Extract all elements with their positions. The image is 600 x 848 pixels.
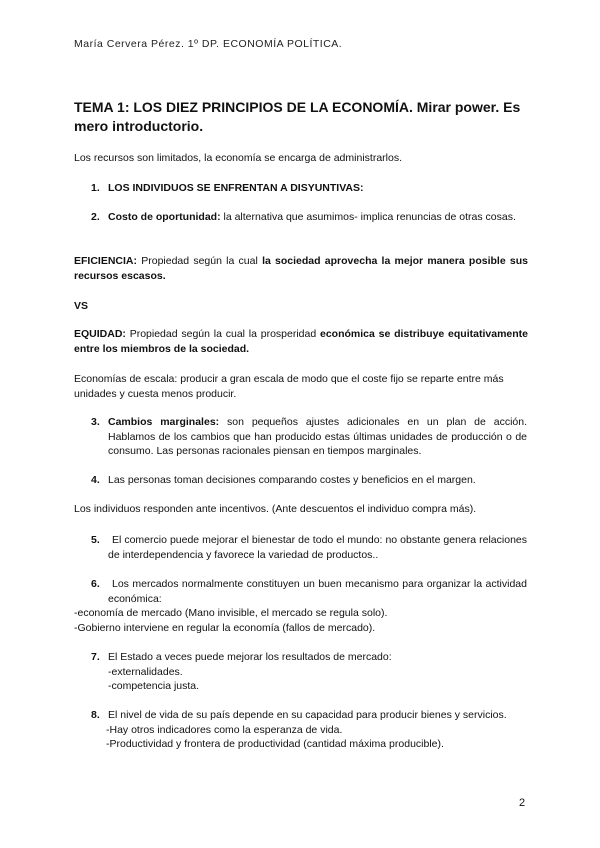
principle-number: 5.: [91, 534, 100, 546]
principle-7: [91, 650, 527, 694]
incentivos-paragraph: Los individuos responden ante incentivos. (Ante descuentos el individuo compra más).: [74, 503, 477, 515]
principle-subitem: -Productividad y frontera de productividad (cantidad máxima producible).: [106, 738, 444, 750]
principle-text: El comercio puede mejorar el bienestar de todo el mundo: no obstante genera relaciones de interdependencia y favorece la variedad de productos..: [108, 534, 527, 561]
principle-number: 8.: [91, 709, 100, 721]
eficiencia-paragraph: [74, 254, 528, 283]
intro-paragraph: Los recursos son limitados, la economía se encarga de administrarlos.: [74, 152, 402, 164]
principle-number: 1.: [91, 182, 100, 194]
equidad-label: EQUIDAD:: [74, 328, 126, 340]
principle-4: [91, 473, 527, 488]
eficiencia-label: EFICIENCIA:: [74, 255, 137, 267]
principle-number: 6.: [91, 578, 100, 590]
principle-1: [91, 181, 527, 196]
principle-text: Los mercados normalmente constituyen un buen mecanismo para organizar la actividad económica:: [108, 578, 527, 605]
principle-5: [91, 533, 527, 562]
page-title: TEMA 1: LOS DIEZ PRINCIPIOS DE LA ECONOMÍA. Mirar power. Es mero introductorio.: [74, 99, 521, 134]
principle-text: la alternativa que asumimos- implica renuncias de otras cosas.: [220, 211, 516, 223]
principle-3: [91, 415, 527, 459]
mercado-list: [74, 606, 387, 635]
principle-6: [91, 577, 527, 606]
principle-number: 3.: [91, 416, 100, 428]
principle-number: 2.: [91, 211, 100, 223]
principle-8: [91, 708, 527, 752]
vs-label: VS: [74, 300, 89, 312]
equidad-paragraph: [74, 327, 528, 356]
principle-subitem: -Hay otros indicadores como la esperanza de vida.: [106, 723, 343, 736]
escala-paragraph: Economías de escala: producir a gran escala de modo que el coste fijo se reparte entre más unidades y cuesta menos producir.: [74, 373, 504, 400]
equidad-bold: económica se distribuye equitativamente entre los miembros de la sociedad.: [74, 328, 528, 355]
page-number: 2: [519, 797, 526, 809]
principle-text: El nivel de vida de su país depende en su capacidad para producir bienes y servicios.: [108, 709, 507, 721]
principle-heading: LOS INDIVIDUOS SE ENFRENTAN A DISYUNTIVAS:: [108, 182, 364, 194]
principle-number: 7.: [91, 651, 100, 663]
principle-subitem: -competencia justa.: [108, 680, 200, 692]
principle-text: Las personas toman decisiones comparando costes y beneficios en el margen.: [108, 474, 476, 486]
principle-heading: Cambios marginales:: [108, 416, 220, 428]
principle-2: [91, 210, 527, 225]
equidad-text: Propiedad según la cual la prosperidad: [125, 328, 320, 340]
eficiencia-text: Propiedad según la cual: [137, 255, 263, 267]
principle-heading: Costo de oportunidad:: [108, 211, 221, 223]
mercado-line: -Gobierno interviene en regular la economía (fallos de mercado).: [74, 621, 376, 634]
eficiencia-bold: la sociedad aprovecha la mejor manera posible sus recursos escasos.: [74, 255, 529, 282]
principle-text: El Estado a veces puede mejorar los resultados de mercado:: [108, 651, 392, 663]
page-header: María Cervera Pérez. 1º DP. ECONOMÍA POLÍTICA.: [74, 38, 343, 50]
principle-text: son pequeños ajustes adicionales en un plan de acción. Hablamos de los cambios que han producido estas últimas unidades de producción o de consumo. Las personas racionales piensan en tiempos marginales.: [108, 416, 527, 457]
principle-subitem: -externalidades.: [108, 665, 183, 678]
principle-number: 4.: [91, 474, 100, 486]
mercado-line: -economía de mercado (Mano invisible, el mercado se regula solo).: [74, 607, 388, 619]
